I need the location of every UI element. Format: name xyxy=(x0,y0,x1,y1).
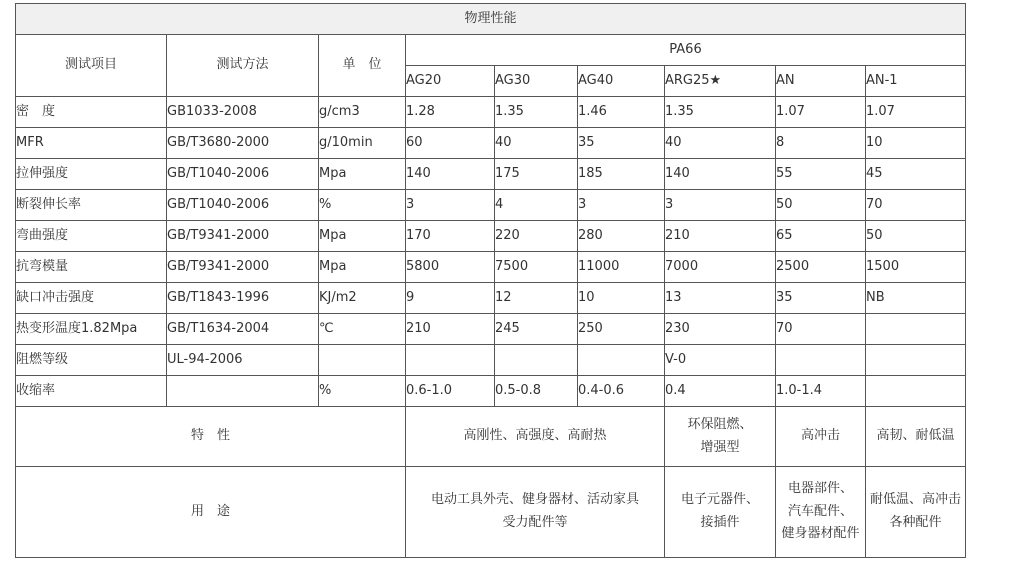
features-an1: 高韧、耐低温 xyxy=(866,407,966,467)
row-unit: Mpa xyxy=(319,252,406,283)
row-item: 弯曲强度 xyxy=(16,221,167,252)
header-grade: AN-1 xyxy=(866,66,966,97)
header-grade: AG40 xyxy=(578,66,665,97)
features-arg-line: 增强型 xyxy=(700,439,740,455)
row-value: 40 xyxy=(665,128,776,159)
row-value: 50 xyxy=(776,190,866,221)
row-method: GB/T1040-2006 xyxy=(167,159,319,190)
features-arg xyxy=(665,407,776,467)
row-value xyxy=(776,345,866,376)
table-row xyxy=(16,221,966,252)
uses-arg xyxy=(665,467,776,558)
row-value: 0.4 xyxy=(665,376,776,407)
row-value: 1.0-1.4 xyxy=(776,376,866,407)
row-value: 12 xyxy=(495,283,578,314)
row-value: 245 xyxy=(495,314,578,345)
table-title: 物理性能 xyxy=(16,4,966,35)
row-value: 250 xyxy=(578,314,665,345)
header-grade: ARG25★ xyxy=(665,66,776,97)
row-value: 7500 xyxy=(495,252,578,283)
row-item: 密 度 xyxy=(16,97,167,128)
row-value: 220 xyxy=(495,221,578,252)
row-value: 60 xyxy=(406,128,495,159)
row-unit: Mpa xyxy=(319,159,406,190)
row-item: 缺口冲击强度 xyxy=(16,283,167,314)
row-value: 210 xyxy=(406,314,495,345)
uses-ag xyxy=(406,467,665,558)
row-value: 65 xyxy=(776,221,866,252)
uses-an xyxy=(776,467,866,558)
row-method: GB/T1634-2004 xyxy=(167,314,319,345)
row-method: GB1033-2008 xyxy=(167,97,319,128)
table-row xyxy=(16,190,966,221)
row-value: 1500 xyxy=(866,252,966,283)
row-value: 185 xyxy=(578,159,665,190)
row-value: 1.35 xyxy=(665,97,776,128)
row-method xyxy=(167,376,319,407)
row-method: UL-94-2006 xyxy=(167,345,319,376)
row-value: 35 xyxy=(776,283,866,314)
row-unit: g/10min xyxy=(319,128,406,159)
row-value: 13 xyxy=(665,283,776,314)
row-value: 10 xyxy=(578,283,665,314)
row-unit xyxy=(319,345,406,376)
row-value xyxy=(495,345,578,376)
row-value: 1.07 xyxy=(776,97,866,128)
row-method: GB/T1843-1996 xyxy=(167,283,319,314)
row-item: 拉伸强度 xyxy=(16,159,167,190)
row-value: 0.4-0.6 xyxy=(578,376,665,407)
uses-arg-line: 接插件 xyxy=(700,515,740,530)
row-item: 断裂伸长率 xyxy=(16,190,167,221)
row-value: 8 xyxy=(776,128,866,159)
row-value: 3 xyxy=(578,190,665,221)
row-unit: % xyxy=(319,376,406,407)
table-row xyxy=(16,345,966,376)
uses-an-line: 电器部件、 xyxy=(787,480,853,496)
row-value: 55 xyxy=(776,159,866,190)
row-method: GB/T9341-2000 xyxy=(167,252,319,283)
row-item: MFR xyxy=(16,128,167,159)
header-pa66-group: PA66 xyxy=(406,35,966,66)
row-unit: ℃ xyxy=(319,314,406,345)
row-item: 热变形温度1.82Mpa xyxy=(16,314,167,345)
row-value: 1.07 xyxy=(866,97,966,128)
row-value xyxy=(406,345,495,376)
row-method: GB/T1040-2006 xyxy=(167,190,319,221)
uses-an1-line: 耐低温、高冲击 xyxy=(869,492,961,508)
row-value: 9 xyxy=(406,283,495,314)
table-row xyxy=(16,314,966,345)
row-value xyxy=(866,376,966,407)
row-value: V-0 xyxy=(665,345,776,376)
row-value: 45 xyxy=(866,159,966,190)
row-value: 140 xyxy=(406,159,495,190)
row-value: 0.6-1.0 xyxy=(406,376,495,407)
row-value: 7000 xyxy=(665,252,776,283)
row-value: 1.35 xyxy=(495,97,578,128)
row-value: 3 xyxy=(406,190,495,221)
row-unit: g/cm3 xyxy=(319,97,406,128)
row-unit: Mpa xyxy=(319,221,406,252)
table-row xyxy=(16,128,966,159)
row-item: 抗弯模量 xyxy=(16,252,167,283)
row-value: 3 xyxy=(665,190,776,221)
row-value: 50 xyxy=(866,221,966,252)
row-value: 10 xyxy=(866,128,966,159)
row-value: 11000 xyxy=(578,252,665,283)
uses-an-line: 汽车配件、 xyxy=(787,503,853,519)
row-item: 收缩率 xyxy=(16,376,167,407)
row-value: NB xyxy=(866,283,966,314)
row-value xyxy=(578,345,665,376)
features-ag: 高刚性、高强度、高耐热 xyxy=(406,407,665,467)
header-test-item: 测试项目 xyxy=(16,35,167,97)
uses-arg-line: 电子元器件、 xyxy=(680,492,759,508)
uses-an1-line: 各种配件 xyxy=(889,515,942,530)
row-value: 1.46 xyxy=(578,97,665,128)
features-label: 特 性 xyxy=(16,407,406,467)
table-row xyxy=(16,252,966,283)
header-grade: AG20 xyxy=(406,66,495,97)
row-value xyxy=(866,345,966,376)
row-value xyxy=(866,314,966,345)
header-grade: AN xyxy=(776,66,866,97)
features-row xyxy=(16,407,966,467)
uses-label: 用 途 xyxy=(16,467,406,558)
row-value: 35 xyxy=(578,128,665,159)
header-test-method: 测试方法 xyxy=(167,35,319,97)
row-value: 170 xyxy=(406,221,495,252)
row-value: 5800 xyxy=(406,252,495,283)
row-unit: % xyxy=(319,190,406,221)
row-method: GB/T3680-2000 xyxy=(167,128,319,159)
uses-ag-line: 电动工具外壳、健身器材、活动家具 xyxy=(430,492,639,508)
row-value: 1.28 xyxy=(406,97,495,128)
physical-properties-table xyxy=(15,3,966,558)
uses-row xyxy=(16,467,966,558)
row-value: 280 xyxy=(578,221,665,252)
row-value: 175 xyxy=(495,159,578,190)
row-value: 4 xyxy=(495,190,578,221)
row-value: 230 xyxy=(665,314,776,345)
row-value: 40 xyxy=(495,128,578,159)
row-value: 210 xyxy=(665,221,776,252)
table-row xyxy=(16,159,966,190)
header-unit: 单 位 xyxy=(319,35,406,97)
table-row xyxy=(16,283,966,314)
table-row xyxy=(16,97,966,128)
header-grade: AG30 xyxy=(495,66,578,97)
features-an: 高冲击 xyxy=(776,407,866,467)
row-unit: KJ/m2 xyxy=(319,283,406,314)
table-row xyxy=(16,376,966,407)
row-value: 70 xyxy=(866,190,966,221)
row-value: 0.5-0.8 xyxy=(495,376,578,407)
row-value: 140 xyxy=(665,159,776,190)
row-value: 2500 xyxy=(776,252,866,283)
uses-an1 xyxy=(866,467,966,558)
uses-ag-line: 受力配件等 xyxy=(502,515,568,530)
row-item: 阻燃等级 xyxy=(16,345,167,376)
uses-an-line: 健身器材配件 xyxy=(781,526,860,542)
row-value: 70 xyxy=(776,314,866,345)
features-arg-line: 环保阻燃、 xyxy=(687,416,753,432)
row-method: GB/T9341-2000 xyxy=(167,221,319,252)
